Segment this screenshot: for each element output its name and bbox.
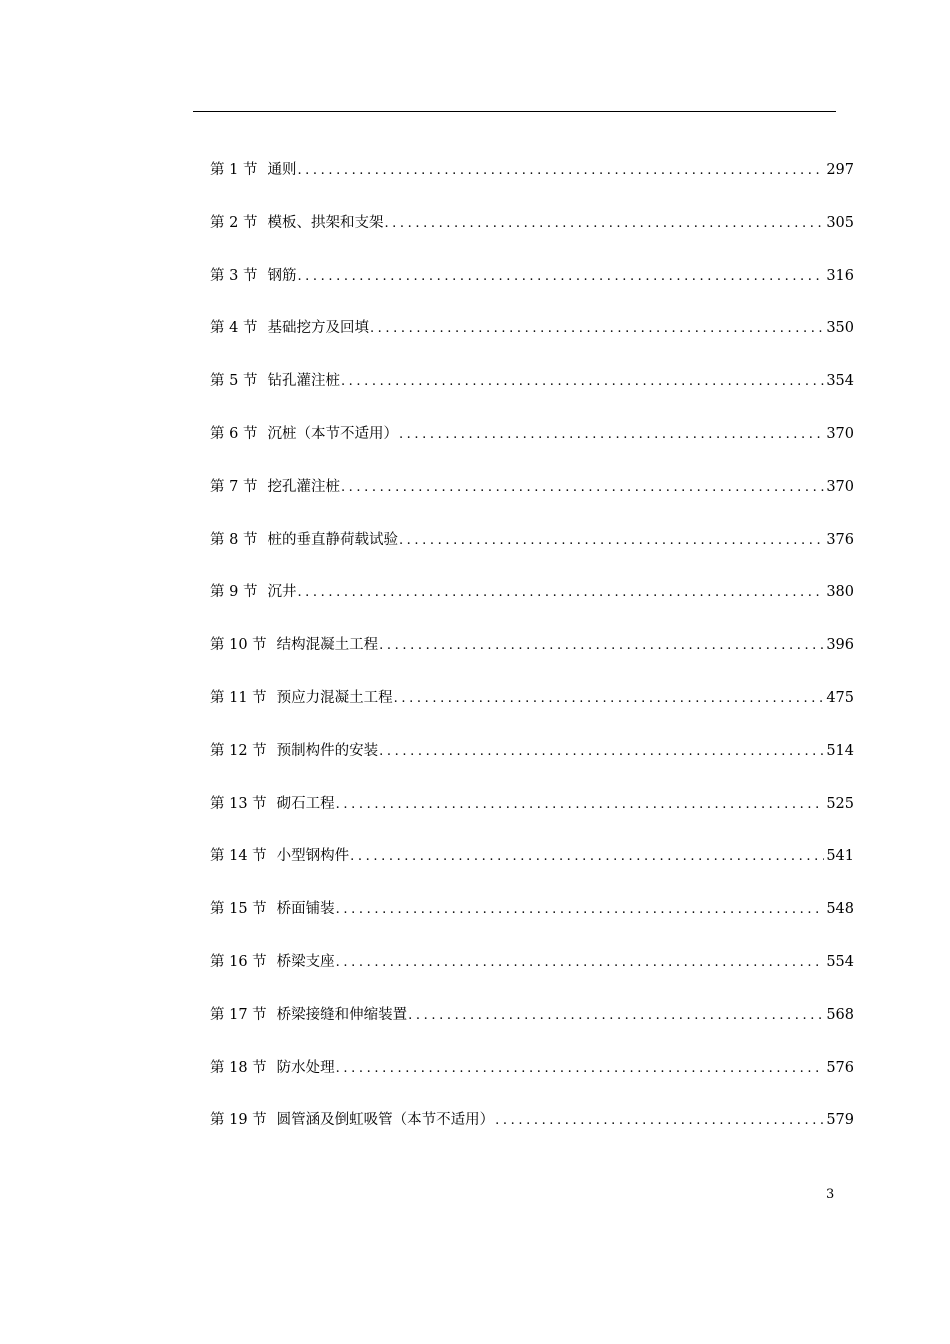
section-number: 第 6 节 [210,425,258,442]
dot-leader [336,1049,825,1089]
toc-entry[interactable] [210,625,854,678]
section-number: 第 10 节 [210,637,267,654]
section-number: 第 7 节 [210,478,258,495]
toc-page-number: 316 [826,267,854,284]
toc-entry[interactable] [210,678,854,731]
toc-page-number: 548 [826,901,854,918]
section-title: 沉桩（本节不适用） [267,425,398,442]
dot-leader [379,732,824,772]
toc-entry[interactable] [210,1048,854,1101]
page-footer-number: 3 [826,1187,835,1202]
header-rule [193,111,836,112]
section-title: 模板、拱架和支架 [267,214,384,231]
section-number: 第 18 节 [210,1059,267,1076]
toc-page-number: 475 [826,689,854,706]
section-number: 第 15 节 [210,901,267,918]
section-title: 通则 [267,162,297,178]
toc-page-number: 525 [826,795,854,812]
section-number: 第 14 节 [210,848,267,865]
toc-entry[interactable] [210,942,854,995]
dot-leader [341,468,824,508]
dot-leader [384,204,824,244]
toc-entry[interactable] [210,203,854,256]
dot-leader [399,521,824,561]
section-number: 第 3 节 [210,267,258,284]
section-title: 小型钢构件 [276,848,350,865]
section-title: 挖孔灌注桩 [267,478,340,495]
dot-leader [341,362,824,402]
toc-page-number: 297 [826,162,854,178]
toc-entry[interactable] [210,784,854,837]
table-of-contents [210,150,854,1153]
dot-leader [350,837,824,877]
dot-leader [297,573,824,613]
section-number: 第 2 节 [210,214,258,231]
toc-page-number: 576 [826,1059,854,1076]
section-title: 钢筋 [267,267,297,284]
section-number: 第 16 节 [210,953,267,970]
dot-leader [394,679,825,719]
section-title: 防水处理 [276,1059,335,1076]
section-title: 桥面铺装 [276,901,335,918]
toc-page-number: 380 [826,584,854,601]
section-number: 第 19 节 [210,1112,267,1129]
toc-entry[interactable] [210,572,854,625]
section-number: 第 9 节 [210,584,258,601]
section-number: 第 5 节 [210,373,258,390]
toc-entry[interactable] [210,520,854,573]
section-number: 第 12 节 [210,742,267,759]
toc-page-number: 305 [826,214,854,231]
section-number: 第 17 节 [210,1006,267,1023]
toc-entry[interactable] [210,256,854,309]
toc-entry[interactable] [210,361,854,414]
section-title: 桥梁接缝和伸缩装置 [276,1006,408,1023]
section-title: 基础挖方及回填 [267,320,369,337]
dot-leader [297,257,824,297]
dot-leader [336,890,825,930]
dot-leader [336,943,825,983]
section-title: 沉井 [267,584,297,601]
toc-entry[interactable] [210,1100,854,1153]
toc-page-number: 370 [826,425,854,442]
section-title: 预制构件的安装 [276,742,379,759]
toc-page-number: 568 [826,1006,854,1023]
section-title: 桩的垂直静荷载试验 [267,531,398,548]
toc-entry[interactable] [210,150,854,203]
toc-entry[interactable] [210,467,854,520]
toc-page-number: 514 [826,742,854,759]
dot-leader [370,309,824,349]
toc-entry[interactable] [210,308,854,361]
toc-entry[interactable] [210,995,854,1048]
dot-leader [399,415,824,455]
toc-entry[interactable] [210,414,854,467]
section-title: 钻孔灌注桩 [267,373,340,390]
section-title: 桥梁支座 [276,953,335,970]
section-title: 结构混凝土工程 [276,637,379,654]
dot-leader [495,1101,824,1141]
section-number: 第 13 节 [210,795,267,812]
toc-page-number: 350 [826,320,854,337]
toc-entry[interactable] [210,836,854,889]
dot-leader [379,626,824,666]
toc-page-number: 354 [826,373,854,390]
toc-page-number: 541 [826,848,854,865]
dot-leader [297,151,824,191]
dot-leader [408,996,824,1036]
section-number: 第 11 节 [210,689,267,706]
section-number: 第 8 节 [210,531,258,548]
section-number: 第 4 节 [210,320,258,337]
toc-entry[interactable] [210,731,854,784]
section-number: 第 1 节 [210,162,258,178]
toc-page-number: 396 [826,637,854,654]
section-title: 圆管涵及倒虹吸管（本节不适用） [276,1112,495,1129]
toc-page-number: 376 [826,531,854,548]
section-title: 预应力混凝土工程 [276,689,393,706]
section-title: 砌石工程 [276,795,335,812]
toc-entry[interactable] [210,889,854,942]
toc-page-number: 370 [826,478,854,495]
toc-page-number: 554 [826,953,854,970]
toc-page-number: 579 [826,1112,854,1129]
dot-leader [336,785,825,825]
